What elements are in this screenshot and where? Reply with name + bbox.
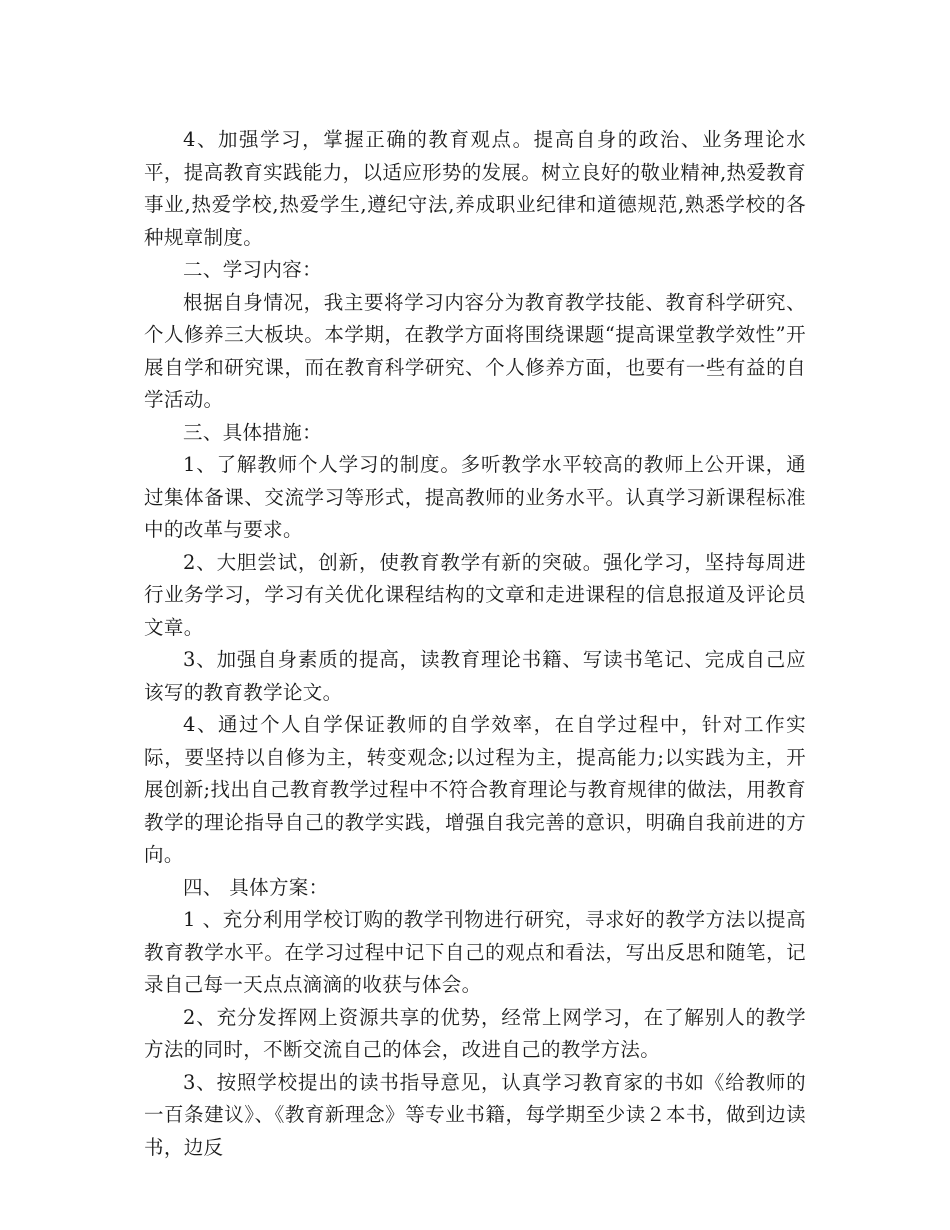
heading-learning-content: 二、学习内容： (183, 258, 322, 281)
paragraph-measure-1: 1、了解教师个人学习的制度。多听教学水平较高的教师上公开课，通过集体备课、交流学习等形式，提高教师的业务水平。认真学习新课程标准中的改革与要求。 (144, 453, 806, 541)
paragraph-plan-3: 3、按照学校提出的读书指导意见，认真学习教育家的书如《给教师的一百条建议》、《教育新理念》等专业书籍，每学期至少读２本书，做到边读书，边反 (144, 1070, 806, 1159)
paragraph-learning-content: 根据自身情况，我主要将学习内容分为教育教学技能、教育科学研究、个人修养三大板块。本学期，在教学方面将围绕课题“提高课堂教学效性”开展自学和研究课，而在教育科学研究、个人修养方面，也要有一些有益的自学活动。 (144, 290, 806, 411)
heading-specific-plan: 四、 具体方案： (183, 875, 329, 899)
paragraph-measure-3: 3、加强自身素质的提高，读教育理论书籍、写读书笔记、完成自己应该写的教育教学论文。 (144, 648, 806, 704)
heading-specific-measures: 三、具体措施： (183, 420, 322, 444)
paragraph-strengthen-learning: 4、加强学习，掌握正确的教育观点。提高自身的政治、业务理论水平，提高教育实践能力，以适应形势的发展。树立良好的敬业精神,热爱教育事业,热爱学校,热爱学生,遵纪守法,养成职业纪律和道德规范,熟悉学校的各种规章制度。 (144, 128, 806, 249)
paragraph-plan-1: 1 、充分利用学校订购的教学刊物进行研究，寻求好的教学方法以提高教育教学水平。在学习过程中记下自己的观点和看法，写出反思和随笔，记录自己每一天点点滴滴的收获与体会。 (144, 908, 806, 996)
paragraph-measure-2: 2、大胆尝试，创新，使教育教学有新的突破。强化学习，坚持每周进行业务学习，学习有关优化课程结构的文章和走进课程的信息报道及评论员文章。 (144, 550, 806, 639)
paragraph-plan-2: 2、充分发挥网上资源共享的优势，经常上网学习，在了解别人的教学方法的同时，不断交流自己的体会，改进自己的教学方法。 (144, 1005, 806, 1061)
document-body (144, 124, 806, 1164)
paragraph-measure-4: 4、通过个人自学保证教师的自学效率，在自学过程中，针对工作实际，要坚持以自修为主，转变观念;以过程为主，提高能力;以实践为主，开展创新;找出自己教育教学过程中不符合教育理论与教育规律的做法，用教育教学的理论指导自己的教学实践，增强自我完善的意识，明确自我前进的方向。 (144, 713, 806, 866)
